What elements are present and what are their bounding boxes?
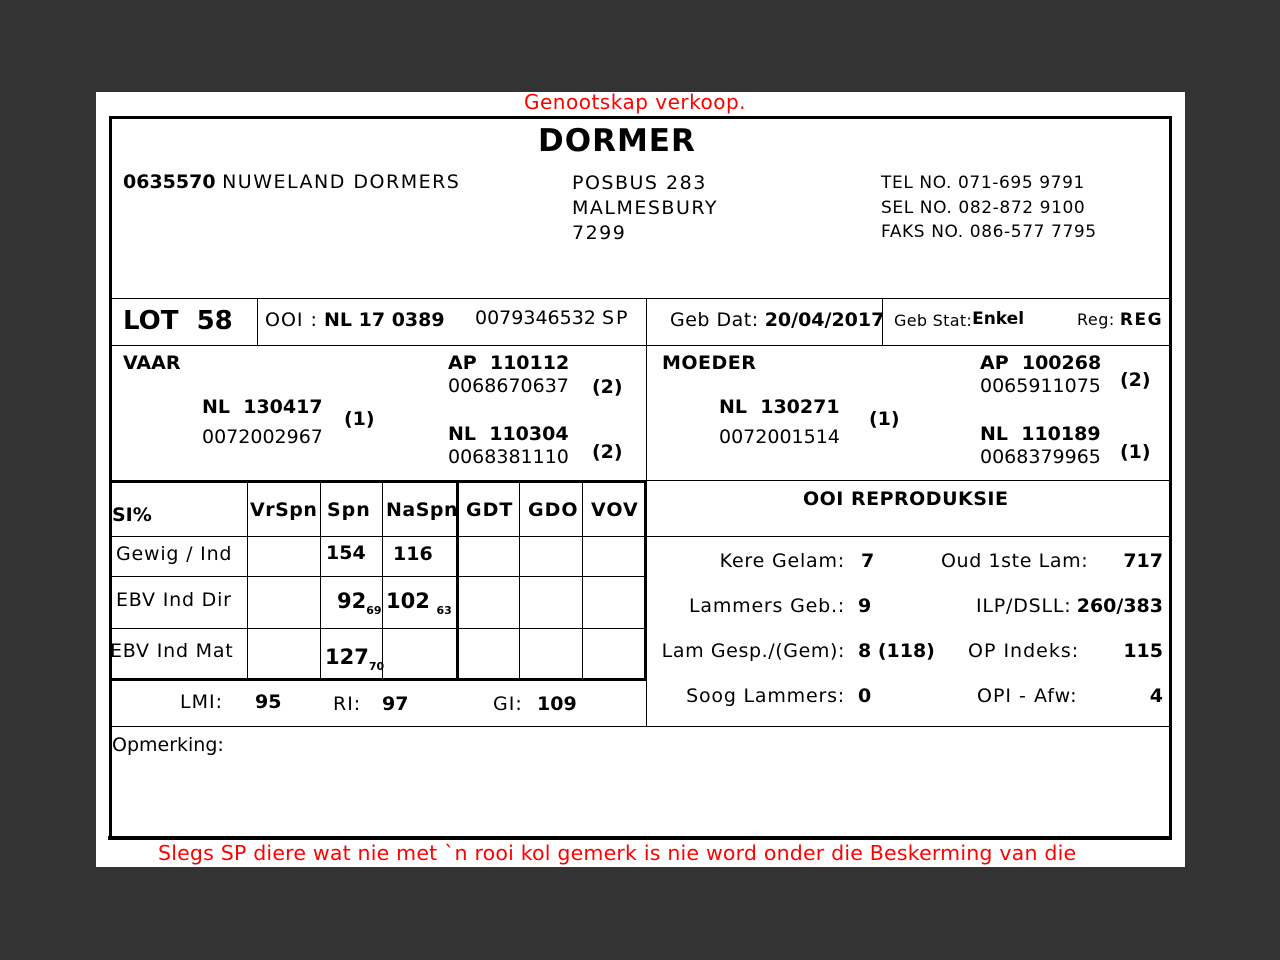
frame-top	[109, 116, 1172, 119]
registration-label: Reg:	[1077, 310, 1115, 329]
si-header: VrSpn	[250, 499, 318, 521]
si-row-label: EBV Ind Mat	[110, 640, 234, 662]
registration-block	[1077, 310, 1163, 330]
lot-number: 58	[196, 306, 233, 336]
address-line: 7299	[572, 222, 627, 244]
ebv-mat-spn: 127	[325, 645, 369, 669]
repro-label: ILP/DSLL:	[976, 595, 1072, 617]
dam-grade: (1)	[869, 408, 900, 430]
dam-grandsire-id: AP 100268	[980, 352, 1102, 374]
breeder-address	[572, 171, 718, 246]
divider	[519, 483, 520, 678]
dam-id: NL 130271	[719, 396, 840, 418]
birth-date: 20/04/2017	[764, 309, 885, 331]
birth-date-label: Geb Dat:	[670, 309, 759, 331]
repro-label: OP Indeks:	[968, 640, 1080, 662]
divider	[320, 483, 321, 678]
frame-left	[109, 116, 112, 840]
ooi-label: OOI :	[265, 309, 318, 331]
breeder-name: NUWELAND DORMERS	[222, 171, 461, 193]
repro-label: OPI - Afw:	[977, 685, 1078, 707]
gi-value: 109	[537, 693, 577, 715]
sire-number: 0072002967	[202, 426, 323, 448]
lot-word: LOT	[123, 306, 179, 336]
dam-grandsire	[980, 352, 1101, 398]
si-header: SI%	[112, 504, 152, 526]
divider	[110, 536, 1170, 537]
si-spn-value	[325, 645, 385, 673]
repro-value: 717	[1123, 550, 1163, 572]
dam-granddam-grade: (1)	[1120, 441, 1151, 463]
repro-value: 7	[861, 550, 875, 572]
remarks-area	[112, 760, 1166, 832]
si-table-top	[110, 480, 647, 483]
sire-grade: (1)	[344, 408, 375, 430]
dam-label: MOEDER	[662, 352, 757, 374]
ebv-dir-spn: 92	[337, 589, 367, 613]
si-header: GDO	[528, 499, 579, 521]
ewe-number-block	[475, 307, 629, 329]
dam-grandsire-grade: (2)	[1120, 369, 1151, 391]
ooi-class: SP	[601, 307, 630, 329]
ooi-number: 0079346532	[475, 307, 596, 329]
birth-status-block	[894, 311, 1024, 331]
sire-id: NL 130417	[202, 396, 323, 418]
address-line: POSBUS 283	[572, 172, 707, 194]
si-header: GDT	[466, 499, 514, 521]
repro-label: Lammers Geb.:	[689, 595, 845, 617]
dam-parent	[719, 392, 840, 452]
remarks-label: Opmerking:	[112, 734, 224, 756]
birth-date-block	[670, 309, 884, 331]
birth-status: Enkel	[972, 309, 1025, 329]
si-spn-value: 154	[326, 542, 366, 564]
repro-label: Lam Gesp./(Gem):	[661, 640, 845, 662]
contact-cell: SEL NO. 082-872 9100	[881, 197, 1086, 218]
si-header: NaSpn	[386, 499, 459, 521]
breeder-info	[123, 171, 460, 193]
sire-grandsire-id: AP 110112	[448, 352, 570, 374]
lmi-value: 95	[255, 691, 282, 713]
si-header: Spn	[327, 499, 371, 521]
si-row-label: EBV Ind Dir	[116, 589, 232, 611]
dam-number: 0072001514	[719, 426, 840, 448]
repro-value: 4	[1149, 685, 1163, 707]
si-table-bottom	[110, 678, 647, 681]
ri-label: RI:	[333, 693, 362, 715]
dam-granddam-id: NL 110189	[980, 423, 1101, 445]
dam-granddam-number: 0068379965	[980, 446, 1101, 468]
repro-label: Kere Gelam:	[719, 550, 845, 572]
reproduction-title: OOI REPRODUKSIE	[803, 488, 1009, 510]
lot-label	[123, 306, 233, 336]
sire-parent	[202, 392, 323, 452]
sire-grandsire-grade: (2)	[592, 376, 623, 398]
repro-label: Soog Lammers:	[686, 685, 845, 707]
breeder-contacts	[881, 171, 1097, 245]
divider	[110, 628, 647, 629]
sire-label: VAAR	[123, 352, 181, 374]
divider	[110, 345, 1170, 346]
ebv-dir-spn-accuracy: 69	[366, 604, 382, 617]
ebv-mat-spn-accuracy: 70	[368, 660, 385, 673]
contact-fax: FAKS NO. 086-577 7795	[881, 222, 1097, 242]
frame-bottom	[108, 836, 1172, 840]
registration-value: REG	[1119, 310, 1164, 330]
ri-value: 97	[382, 693, 409, 715]
header-note: Genootskap verkoop.	[524, 92, 747, 114]
sire-granddam-id: NL 110304	[448, 423, 569, 445]
repro-value: 115	[1123, 640, 1163, 662]
gi-label: GI:	[493, 693, 523, 715]
address-line: MALMESBURY	[572, 197, 718, 219]
ebv-dir-naspn: 102	[386, 589, 430, 613]
dam-grandsire-number: 0065911075	[980, 375, 1101, 397]
ebv-dir-naspn-accuracy: 63	[436, 604, 452, 617]
footer-note: Slegs SP diere wat nie met `n rooi kol gemerk is nie word onder die Beskerming van die	[158, 841, 1077, 865]
divider	[247, 483, 248, 678]
ooi-id: NL 17 0389	[324, 309, 445, 331]
si-row-label: Gewig / Ind	[116, 543, 233, 565]
sire-granddam-grade: (2)	[592, 441, 623, 463]
birth-status-label: Geb Stat:	[894, 311, 973, 330]
lmi-label: LMI:	[180, 691, 223, 713]
divider	[582, 483, 583, 678]
divider	[257, 298, 258, 345]
dam-granddam	[980, 423, 1101, 469]
repro-value: 9	[858, 595, 872, 617]
divider	[110, 298, 1170, 299]
sire-granddam-number: 0068381110	[448, 446, 569, 468]
repro-label: Oud 1ste Lam:	[941, 550, 1089, 572]
divider	[110, 576, 647, 577]
breeder-number: 0635570	[123, 171, 216, 193]
si-spn-value	[337, 589, 382, 617]
repro-value: 0	[858, 685, 872, 707]
si-naspn-value: 116	[393, 543, 433, 565]
breed-title: DORMER	[538, 123, 696, 159]
divider	[110, 726, 1170, 727]
sire-grandsire	[448, 352, 569, 398]
si-header: VOV	[591, 499, 639, 521]
si-naspn-value	[386, 589, 452, 617]
contact-phone: TEL NO. 071-695 9791	[881, 173, 1085, 193]
frame-right	[1169, 116, 1172, 840]
sire-grandsire-number: 0068670637	[448, 375, 569, 397]
repro-value: 260/383	[1076, 595, 1163, 617]
sire-granddam	[448, 423, 569, 469]
ewe-id-block	[265, 309, 445, 331]
catalog-page	[96, 92, 1185, 867]
repro-value: 8 (118)	[858, 640, 935, 662]
